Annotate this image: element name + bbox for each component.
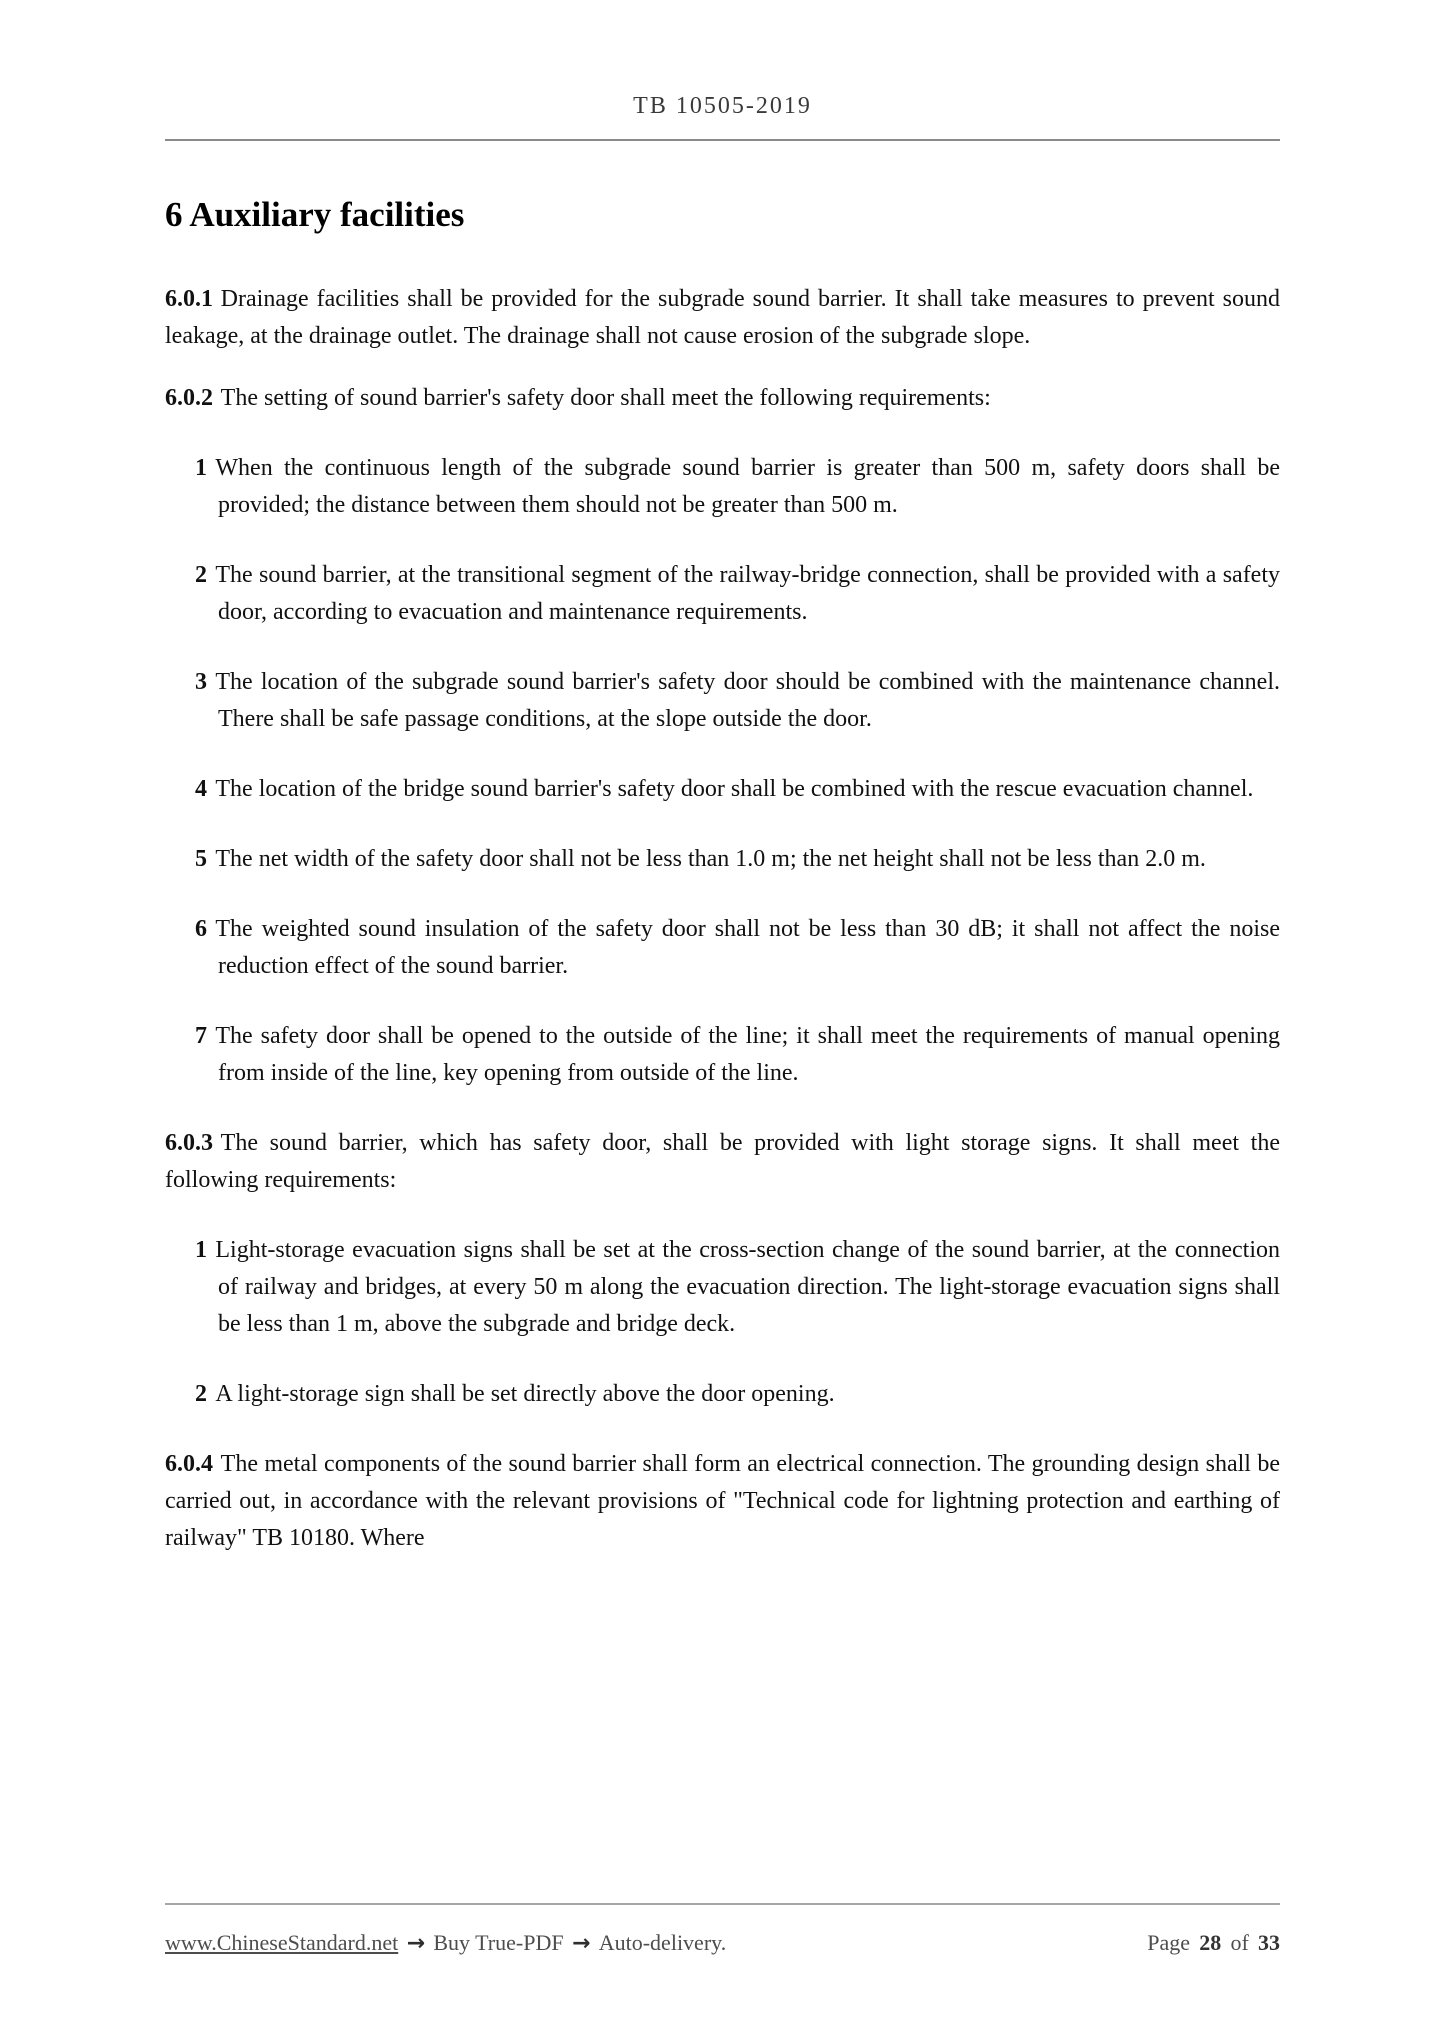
list-item (165, 1018, 1280, 1092)
item-text: The net width of the safety door shall not be less than 1.0 m; the net height shall not be less than 2.0 m. (215, 846, 1206, 872)
item-text: Light-storage evacuation signs shall be set at the cross-section change of the sound barrier, at the connection of railway and bridges, at every 50 m along the evacuation direction. The light-storage evacuation signs shall be less than 1 m, above the subgrade and bridge deck. (215, 1237, 1280, 1337)
list-item (165, 841, 1280, 878)
list-item (165, 1376, 1280, 1413)
list-item (165, 664, 1280, 738)
doc-number: TB 10505-2019 (633, 93, 812, 119)
chapter-title: 6 Auxiliary facilities (165, 195, 465, 234)
section-text: The sound barrier, which has safety door, shall be provided with light storage signs. It shall meet the following requirements: (165, 1130, 1280, 1193)
item-number: 1 (195, 455, 207, 481)
list-item (165, 450, 1280, 524)
footer-left (165, 1929, 726, 1958)
document-body (165, 141, 1280, 1582)
section-paragraph-6-0-3 (165, 1125, 1280, 1199)
page-header (165, 92, 1280, 141)
footer-divider (165, 1903, 1280, 1905)
item-text: The weighted sound insulation of the safety door shall not be less than 30 dB; it shall not affect the noise reduction effect of the sound barrier. (215, 916, 1280, 979)
total-page-number: 33 (1258, 1930, 1280, 1955)
page-label: Page (1147, 1930, 1190, 1955)
item-number: 2 (195, 562, 207, 588)
page-indicator (1147, 1929, 1280, 1957)
footer-action-buy: Buy True-PDF (433, 1930, 564, 1955)
list-item (165, 1232, 1280, 1343)
of-label: of (1230, 1930, 1249, 1955)
item-number: 4 (195, 776, 207, 802)
section-paragraph-6-0-1 (165, 281, 1280, 355)
section-number: 6.0.3 (165, 1130, 213, 1156)
footer-row (165, 1929, 1280, 1958)
footer-action-delivery: Auto-delivery. (598, 1930, 727, 1955)
section-number: 6.0.2 (165, 385, 213, 411)
item-number: 5 (195, 846, 207, 872)
list-item (165, 911, 1280, 985)
page-footer (165, 1903, 1280, 1958)
item-text: A light-storage sign shall be set directly above the door opening. (215, 1381, 835, 1407)
section-number: 6.0.1 (165, 286, 213, 312)
section-text: The setting of sound barrier's safety door shall meet the following requirements: (220, 385, 991, 411)
item-text: The sound barrier, at the transitional segment of the railway-bridge connection, shall be provided with a safety door, according to evacuation and maintenance requirements. (215, 562, 1280, 625)
section-number: 6.0.4 (165, 1451, 213, 1477)
item-text: The safety door shall be opened to the outside of the line; it shall meet the requirements of manual opening from inside of the line, key opening from outside of the line. (215, 1023, 1280, 1086)
site-link[interactable]: www.ChineseStandard.net (165, 1930, 399, 1955)
item-number: 3 (195, 669, 207, 695)
item-number: 7 (195, 1023, 207, 1049)
arrow-icon: → (406, 1931, 425, 1956)
item-text: The location of the bridge sound barrier's safety door shall be combined with the rescue evacuation channel. (215, 776, 1254, 802)
arrow-icon: → (571, 1931, 591, 1956)
section-paragraph-6-0-4 (165, 1446, 1280, 1557)
item-number: 1 (195, 1237, 207, 1263)
list-item (165, 557, 1280, 631)
list-item (165, 771, 1280, 808)
section-paragraph-6-0-2 (165, 380, 1280, 417)
item-number: 6 (195, 916, 207, 942)
item-text: When the continuous length of the subgrade sound barrier is greater than 500 m, safety doors shall be provided; the distance between them should not be greater than 500 m. (215, 455, 1280, 518)
item-text: The location of the subgrade sound barrier's safety door should be combined with the maintenance channel. There shall be safe passage conditions, at the slope outside the door. (215, 669, 1280, 732)
section-text: Drainage facilities shall be provided for the subgrade sound barrier. It shall take measures to prevent sound leakage, at the drainage outlet. The drainage shall not cause erosion of the subgrade slope. (165, 286, 1280, 349)
section-text: The metal components of the sound barrier shall form an electrical connection. The grounding design shall be carried out, in accordance with the relevant provisions of "Technical code for lightning protection and earthing of railway" TB 10180. Where (165, 1451, 1280, 1551)
item-number: 2 (195, 1381, 207, 1407)
current-page-number: 28 (1199, 1930, 1222, 1955)
